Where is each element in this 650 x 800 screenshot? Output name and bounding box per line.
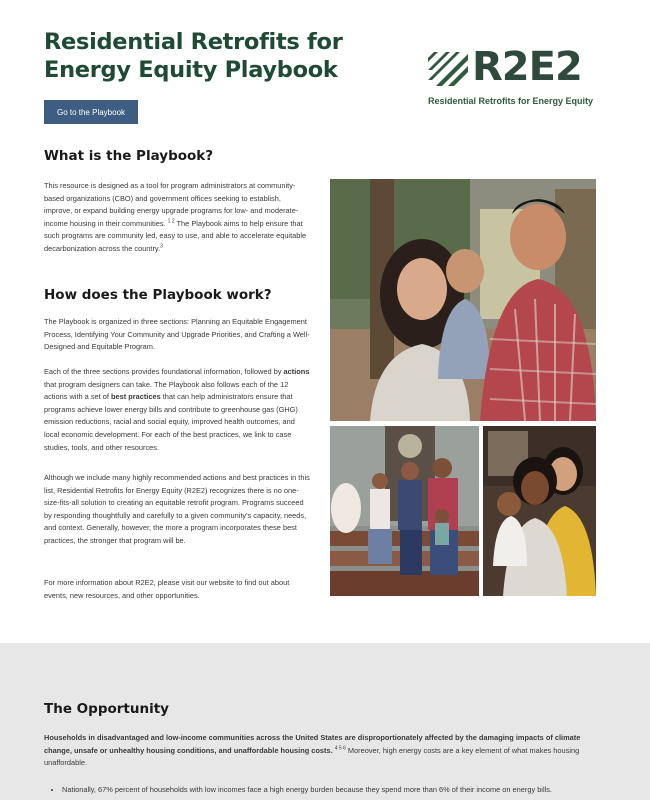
text: Each of the three sections provides foundational information, followed by: [44, 367, 284, 376]
footnote-ref[interactable]: 3: [160, 243, 163, 250]
family-hug-photo: [483, 426, 596, 596]
footnote-ref[interactable]: 4 5 6: [334, 745, 346, 752]
family-on-steps-photo: [330, 426, 479, 596]
bold-term-best-practices: best practices: [110, 392, 161, 402]
list-item: • Nationally, 67% percent of households with low incomes face a high energy burden because they spend more than 6% of their income on energy bills.: [62, 784, 622, 796]
how-paragraph-2: [44, 366, 310, 454]
family-photo-main: [330, 179, 596, 421]
logo-wordmark: R2E2: [472, 44, 582, 90]
opportunity-paragraph: [44, 732, 600, 770]
opportunity-section-background: [0, 643, 650, 800]
text: that program designers can take. The Playbook also follows each of the 12 actions with a set of: [44, 379, 289, 402]
opportunity-bullet-list: [62, 784, 622, 796]
stripes-logo-icon: [428, 50, 468, 88]
opportunity-bold-text: Households in disadvantaged and low-income communities across the United States are disproportionately affected by the damaging impacts of climate change, unsafe or unhealthy housing conditions, and unaffordable housing costs.: [44, 733, 581, 755]
how-paragraph-1: The Playbook is organized in three sections: Planning an Equitable Engagement Process, Identifying Your Community and Upgrade Priorities, and Crafting a Well-Designed and Equitable Program.: [44, 317, 310, 352]
section-heading-opportunity: The Opportunity: [44, 701, 169, 717]
how-paragraph-3: Although we include many highly recommended actions and best practices in this list, Residential Retrofits for Energy Equity (R2E2) recognizes there is no one-size-fits-all solution to creating an equitable retrofit program. Programs succeed by responding thoughtfully and carefully to a given community's capacity, needs, and context. Generally, however, the more a program incorporates these best practices, the stronger that program will be.: [44, 473, 310, 545]
section-heading-how: How does the Playbook work?: [44, 287, 272, 303]
logo-tagline: Residential Retrofits for Energy Equity: [428, 96, 594, 106]
opportunity-text: Moreover, high energy costs are a key element of what makes housing unaffordable.: [44, 745, 580, 768]
how-paragraph-4: For more information about R2E2, please visit our website to find out about events, new resources, and other opportunities.: [44, 578, 290, 600]
what-paragraph: [44, 180, 310, 256]
section-heading-what: What is the Playbook?: [44, 148, 214, 164]
text: that can help administrators ensure that programs achieve lower energy bills and contribute to greenhouse gas (GHG) emission reductions, racial and social equity, improved health outcomes, and local economic development. For each of the best practices, we link to case studies, tools, and other resources.: [44, 392, 298, 452]
go-to-playbook-button[interactable]: Go to the Playbook: [44, 100, 138, 124]
bold-term-actions: actions: [283, 367, 310, 376]
footnote-ref[interactable]: 1 2: [167, 218, 175, 225]
page-title: Residential Retrofits for Energy Equity Playbook: [44, 29, 343, 83]
what-paragraph-text: This resource is designed as a tool for program administrators at community-based organizations (CBO) and government offices seeking to establish, improve, or expand building energy upgrade programs for low- and moderate-income housing in their communities.: [44, 181, 299, 228]
what-paragraph-text-2: The Playbook aims to help ensure that such programs are community led, easy to use, and able to accelerate equitable decarbonization across the country.: [44, 218, 307, 253]
r2e2-logo[interactable]: [428, 44, 608, 110]
